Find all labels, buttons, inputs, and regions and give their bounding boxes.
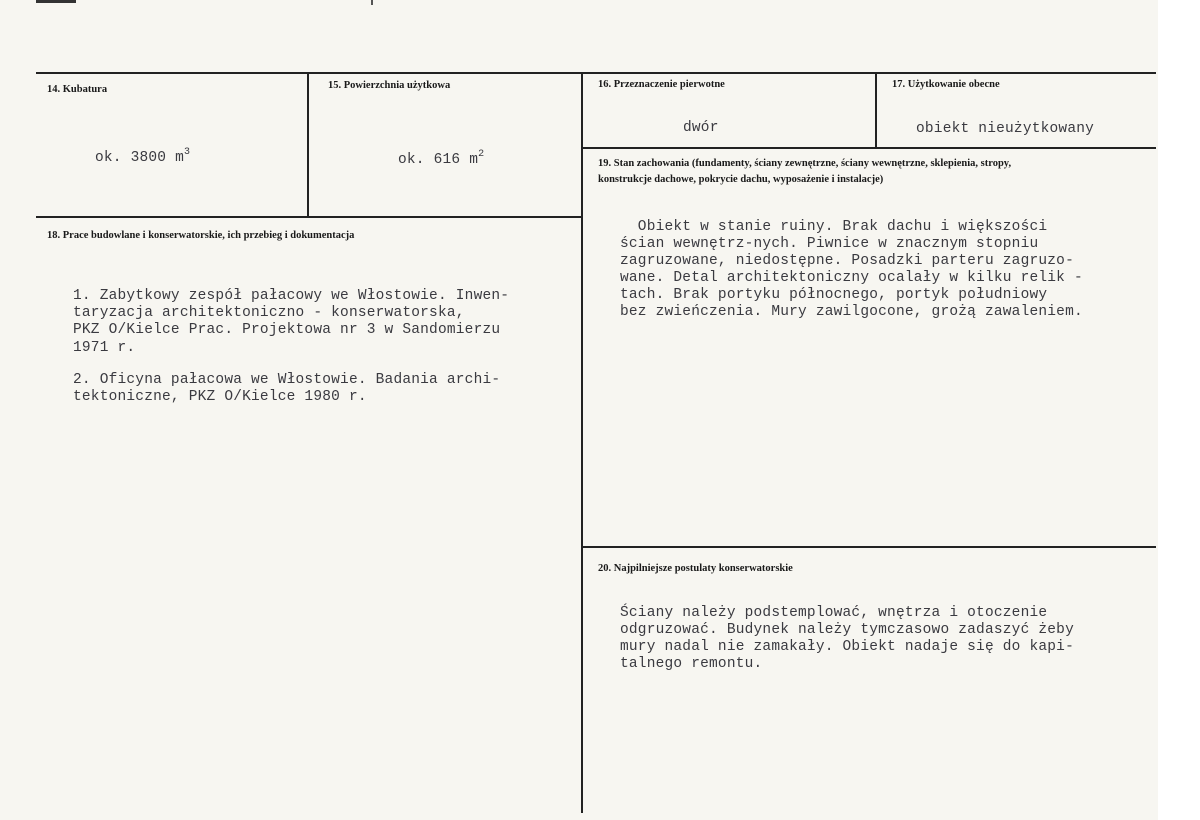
field-17-label: 17. Użytkowanie obecne [892, 79, 1000, 90]
field-19-line-3: zagruzowane, niedostępne. Posadzki parteru zagruzo- [620, 253, 1074, 269]
field-18-item-1-line-3: PKZ O/Kielce Prac. Projektowa nr 3 w Sandomierzu [73, 322, 501, 338]
field-19-label-line-2: konstrukcje dachowe, pokrycie dachu, wyposażenie i instalacje) [598, 174, 884, 185]
grid-line-main-divider [581, 72, 583, 813]
top-edge-mark [36, 0, 76, 3]
grid-line-15-18 [36, 216, 583, 218]
field-18-item-2-line-2: tektoniczne, PKZ O/Kielce 1980 r. [73, 389, 367, 405]
field-19-line-6: bez zwieńczenia. Mury zawilgocone, grożą zawaleniem. [620, 304, 1083, 320]
field-15-value-sup: 2 [478, 149, 485, 160]
field-20-label: 20. Najpilniejsze postulaty konserwatorskie [598, 563, 793, 574]
field-20-line-3: mury nadal nie zamakały. Obiekt nadaje się do kapi- [620, 639, 1074, 655]
scan-margin [1158, 0, 1200, 820]
grid-line-16-19 [583, 147, 1156, 149]
field-16-value: dwór [683, 120, 719, 136]
field-18-item-2-line-1: 2. Oficyna pałacowa we Włostowie. Badania archi- [73, 372, 501, 388]
field-16-label: 16. Przeznaczenie pierwotne [598, 79, 725, 90]
grid-line-top [36, 72, 1156, 74]
field-20-line-2: odgruzować. Budynek należy tymczasowo zadaszyć żeby [620, 622, 1074, 638]
field-18-item-1-line-4: 1971 r. [73, 340, 136, 356]
field-17-value: obiekt nieużytkowany [916, 121, 1095, 137]
field-14-value [95, 147, 191, 167]
field-14-value-text: ok. 3800 m [95, 150, 185, 166]
grid-line-19-20 [583, 546, 1156, 548]
field-18-label: 18. Prace budowlane i konserwatorskie, ich przebieg i dokumentacja [47, 230, 355, 241]
field-19-line-5: tach. Brak portyku północnego, portyk południowy [620, 287, 1048, 303]
field-20-line-4: talnego remontu. [620, 656, 763, 672]
top-edge-tick [371, 0, 373, 5]
field-19-label-line-1: 19. Stan zachowania (fundamenty, ściany zewnętrzne, ściany wewnętrzne, sklepienia, stropy, [598, 158, 1012, 169]
field-18-item-1-line-2: taryzacja architektoniczno - konserwatorska, [73, 305, 465, 321]
field-19-line-1: Obiekt w stanie ruiny. Brak dachu i większości [620, 219, 1048, 235]
grid-line-16-17 [875, 72, 877, 148]
field-19-line-2: ścian wewnętrz-nych. Piwnice w znacznym stopniu [620, 236, 1039, 252]
field-14-label: 14. Kubatura [47, 84, 108, 95]
field-15-label: 15. Powierzchnia użytkowa [328, 80, 451, 91]
field-20-line-1: Ściany należy podstemplować, wnętrza i otoczenie [620, 605, 1048, 621]
grid-line-14-15 [307, 72, 309, 217]
field-15-value-text: ok. 616 m [398, 152, 479, 168]
field-18-item-1-line-1: 1. Zabytkowy zespół pałacowy we Włostowie. Inwen- [73, 288, 510, 304]
field-14-value-sup: 3 [184, 147, 191, 158]
field-15-value [398, 149, 485, 169]
field-19-line-4: wane. Detal architektoniczny ocalały w kilku relik - [620, 270, 1083, 286]
